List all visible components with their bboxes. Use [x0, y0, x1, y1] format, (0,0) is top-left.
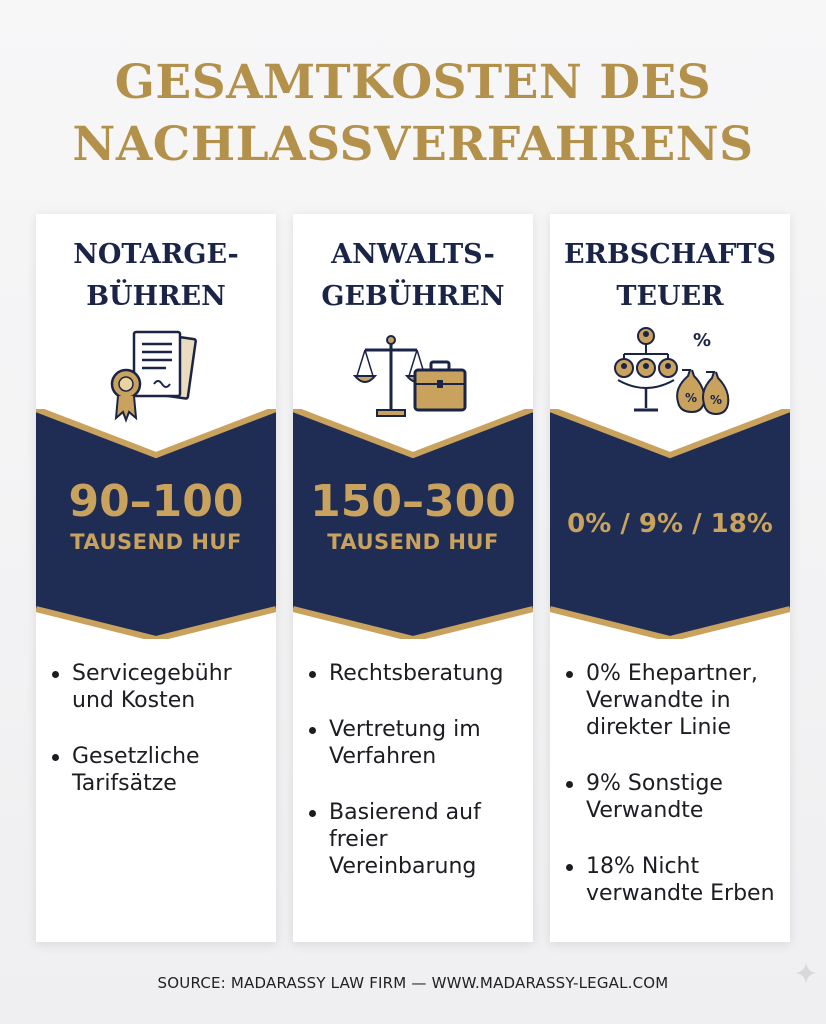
card-heading	[293, 234, 533, 318]
price-amount: 150–300	[310, 476, 516, 527]
list-item-text: Gesetzliche Tarifsätze	[72, 744, 200, 796]
source-footnote: SOURCE: MADARASSY LAW FIRM — WWW.MADARASSY-LEGAL.COM	[157, 974, 669, 992]
title-line-1: GESAMTKOSTEN DES	[114, 55, 712, 110]
list-item-text: 0% Ehepartner, Verwandte in direkter Linie	[586, 661, 758, 740]
list-item	[566, 770, 790, 824]
bullet-icon	[309, 671, 316, 678]
list-item	[309, 799, 533, 880]
card-heading	[550, 234, 790, 318]
list-item	[566, 660, 790, 741]
bullet-list	[309, 660, 533, 909]
bullet-icon	[566, 781, 573, 788]
title-line-2: NACHLASSVERFAHRENS	[72, 117, 754, 172]
svg-text:%: %	[709, 393, 723, 407]
list-item-text: Vertretung im Verfahren	[329, 717, 481, 769]
card-heading-line-1: ERBSCHAFTS	[563, 239, 777, 270]
list-item-text: Rechtsberatung	[329, 661, 504, 686]
list-item	[309, 660, 533, 687]
card-heading-line-1: NOTARGE-	[73, 239, 239, 270]
card-heading	[36, 234, 276, 318]
card-heading-line-2: GEBÜHREN	[321, 281, 505, 312]
card-heading-line-2: TEUER	[616, 281, 724, 312]
page-title	[0, 52, 826, 176]
price-unit: TAUSEND HUF	[327, 530, 499, 554]
list-item-text: Basierend auf freier Vereinbarung	[329, 800, 481, 879]
bullet-icon	[52, 754, 59, 761]
card-heading-line-1: ANWALTS-	[331, 239, 495, 270]
bullet-icon	[309, 727, 316, 734]
list-item-text: Servicegebühr und Kosten	[72, 661, 232, 713]
bullet-icon	[309, 810, 316, 817]
list-item	[566, 853, 790, 907]
bullet-list	[52, 660, 276, 826]
card-inheritance-tax	[550, 214, 790, 942]
card-heading-line-2: BÜHREN	[86, 281, 226, 312]
card-notary-fees	[36, 214, 276, 942]
price	[550, 506, 790, 542]
svg-text:%: %	[692, 330, 712, 351]
bullet-icon	[566, 864, 573, 871]
svg-text:%: %	[684, 391, 698, 405]
price-amount: 90–100	[68, 476, 244, 527]
bullet-list	[566, 660, 790, 936]
bullet-icon	[52, 671, 59, 678]
price-unit: TAUSEND HUF	[70, 530, 242, 554]
bullet-icon	[566, 671, 573, 678]
sparkle-icon	[795, 962, 817, 984]
price-amount: 0% / 9% / 18%	[567, 509, 773, 539]
list-item-text: 18% Nicht verwandte Erben	[586, 854, 775, 906]
list-item	[309, 716, 533, 770]
price	[36, 476, 276, 556]
list-item	[52, 743, 276, 797]
card-lawyer-fees	[293, 214, 533, 942]
list-item	[52, 660, 276, 714]
list-item-text: 9% Sonstige Verwandte	[586, 771, 723, 823]
price	[293, 476, 533, 556]
